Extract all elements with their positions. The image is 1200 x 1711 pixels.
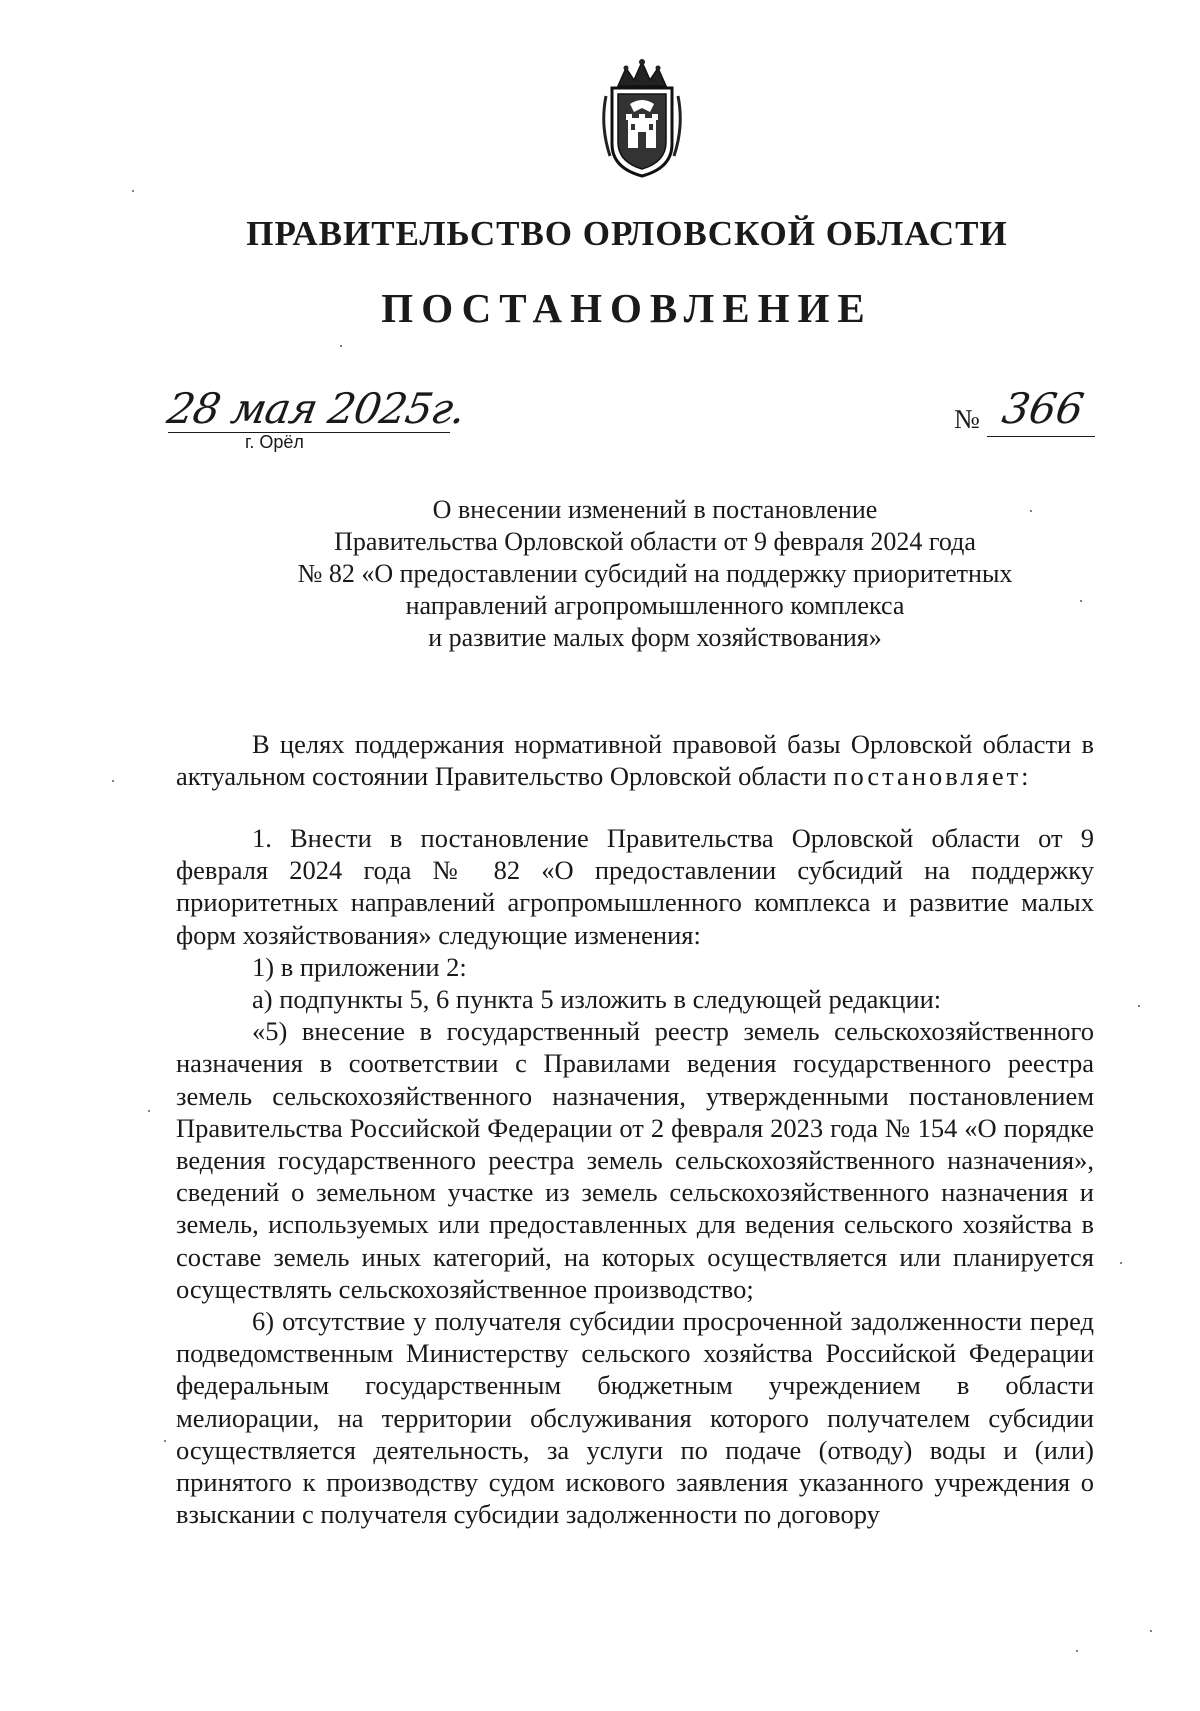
handwritten-date: 28 мая 2025г. (163, 384, 469, 433)
preamble-text: В целях поддержания нормативной правовой базы Орловской области в актуальном состоянии Правительство Орловской области (176, 729, 1094, 792)
body-paragraph: «5) внесение в государственный реестр земель сельскохозяйственного назначения в соответствии с Правилами ведения государственного реестра земель сельскохозяйственного назначения, утвержденными постановлением Правительства Российской Федерации от 2 февраля 2023 года № 154 «О порядке ведения государственного реестра земель сельскохозяйственного назначения», сведений о земельном участке из земель сельскохозяйственного назначения и земель, используемых или предоставленных для ведения сельского хозяйства в составе земель иных категорий, на которых осуществляется или планируется осуществлять сельскохозяйственное производство; (176, 1016, 1094, 1304)
subject-line: направлений агропромышленного комплекса (405, 591, 905, 620)
document-type-title: ПОСТАНОВЛЕНИЕ (381, 285, 873, 331)
document-body (176, 822, 1094, 1530)
body-paragraph: а) подпункты 5, 6 пункта 5 изложить в следующей редакции: (252, 984, 942, 1015)
city-label: г. Орёл (245, 432, 304, 452)
preamble-paragraph (176, 728, 1094, 792)
number-label: № (954, 404, 980, 434)
body-paragraph: 1. Внести в постановление Правительства Орловской области от 9 февраля 2024 года № 82 «О предоставлении субсидий на поддержку приоритетных направлений агропромышленного комплекса и развитие малых форм хозяйствования» следующие изменения: (176, 823, 1094, 950)
subject-line: и развитие малых форм хозяйствования» (428, 623, 882, 652)
document-subject (176, 494, 1114, 654)
number-underline (987, 436, 1095, 437)
organization-title: ПРАВИТЕЛЬСТВО ОРЛОВСКОЙ ОБЛАСТИ (246, 214, 1008, 253)
subject-line: Правительства Орловской области от 9 февраля 2024 года (334, 527, 976, 556)
orel-region-coat-of-arms-icon (596, 56, 688, 180)
body-paragraph: 1) в приложении 2: (252, 951, 467, 982)
decree-word: постановляет: (833, 761, 1032, 792)
subject-line: О внесении изменений в постановление (432, 495, 878, 524)
body-paragraph: 6) отсутствие у получателя субсидии просроченной задолженности перед подведомственным Министерству сельского хозяйства Российской Федерации федеральным государственным бюджетным учреждением в области мелиорации, на территории обслуживания которого получателем субсидии осуществляется деятельность, за услуги по подаче (отводу) воды и (или) принятого к производству судом искового заявления указанного учреждения о взыскании с получателя субсидии задолженности по договору (176, 1306, 1094, 1530)
subject-line: № 82 «О предоставлении субсидий на поддержку приоритетных (297, 559, 1013, 588)
date-underline (168, 432, 450, 433)
preamble (176, 728, 1094, 792)
handwritten-number: 366 (998, 384, 1088, 433)
